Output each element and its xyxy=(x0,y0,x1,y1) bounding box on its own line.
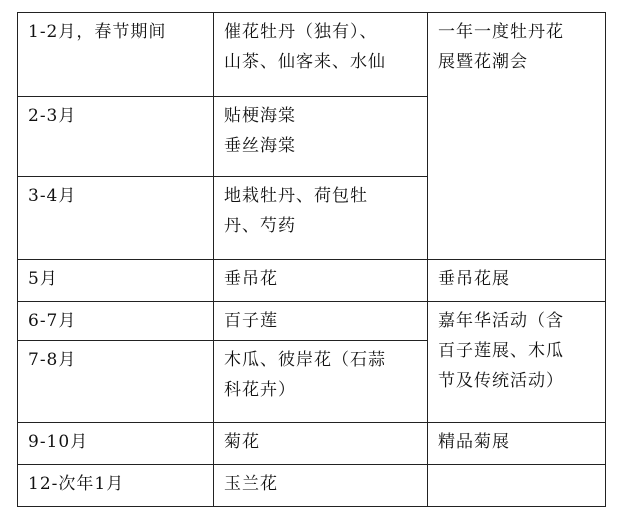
event-cell xyxy=(428,423,606,465)
flowers-line: 菊花 xyxy=(224,432,260,452)
flowers-line: 木瓜、彼岸花（石蒜 xyxy=(224,350,386,370)
flowers-cell xyxy=(214,341,428,423)
event-line: 垂吊花展 xyxy=(438,269,510,289)
period-cell: 7-8月 xyxy=(18,341,214,423)
flowers-cell xyxy=(214,97,428,177)
table-row xyxy=(18,302,606,341)
flowers-cell xyxy=(214,423,428,465)
table-row xyxy=(18,260,606,302)
flowers-line: 科花卉） xyxy=(224,380,296,400)
flowers-line: 垂吊花 xyxy=(224,269,278,289)
period-cell: 1-2月，春节期间 xyxy=(18,13,214,97)
event-line: 嘉年华活动（含 xyxy=(438,311,564,331)
event-cell xyxy=(428,13,606,260)
table-row xyxy=(18,13,606,97)
flowers-line: 垂丝海棠 xyxy=(224,136,296,156)
event-line: 展暨花潮会 xyxy=(438,52,528,72)
flowers-line: 催花牡丹（独有）、 xyxy=(224,22,378,42)
flowers-line: 地栽牡丹、荷包牡 xyxy=(224,186,368,206)
period-cell: 9-10月 xyxy=(18,423,214,465)
event-cell xyxy=(428,302,606,423)
flowers-line: 丹、芍药 xyxy=(224,216,296,236)
table-row xyxy=(18,465,606,507)
period-cell: 5月 xyxy=(18,260,214,302)
event-line: 百子莲展、木瓜 xyxy=(438,341,564,361)
table-row xyxy=(18,423,606,465)
flowers-cell xyxy=(214,302,428,341)
period-cell: 6-7月 xyxy=(18,302,214,341)
event-cell xyxy=(428,260,606,302)
event-cell xyxy=(428,465,606,507)
event-line: 一年一度牡丹花 xyxy=(438,22,564,42)
flowers-cell xyxy=(214,260,428,302)
flowers-cell xyxy=(214,177,428,260)
period-cell: 3-4月 xyxy=(18,177,214,260)
period-cell: 12-次年1月 xyxy=(18,465,214,507)
flowers-line: 山茶、仙客来、水仙 xyxy=(224,52,386,72)
flowers-line: 玉兰花 xyxy=(224,474,278,494)
flowers-line: 贴梗海棠 xyxy=(224,106,296,126)
flower-calendar-table xyxy=(17,12,606,507)
period-cell: 2-3月 xyxy=(18,97,214,177)
event-line: 节及传统活动） xyxy=(438,371,564,391)
flowers-cell xyxy=(214,13,428,97)
flowers-cell xyxy=(214,465,428,507)
event-line: 精品菊展 xyxy=(438,432,510,452)
flowers-line: 百子莲 xyxy=(224,311,278,331)
